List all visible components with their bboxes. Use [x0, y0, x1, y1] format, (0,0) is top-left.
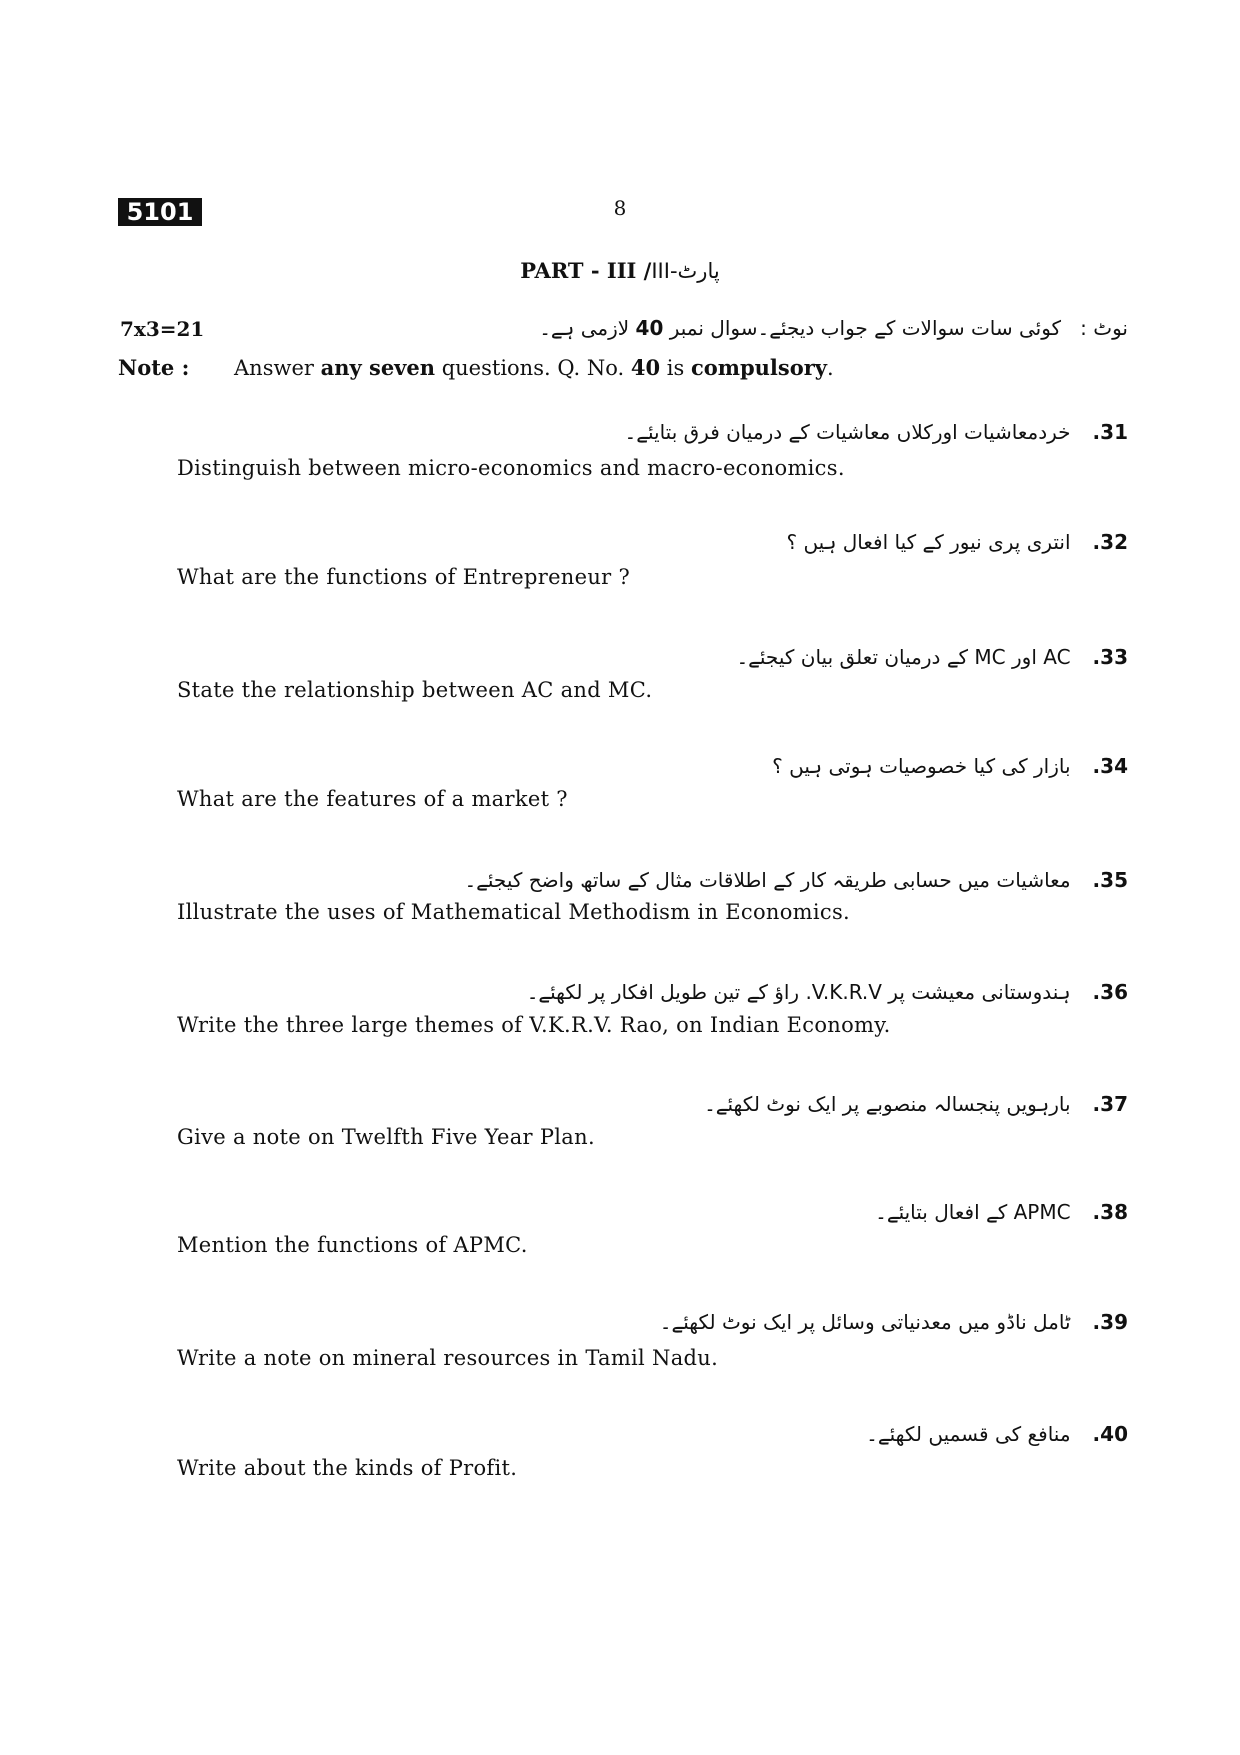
- question-urdu-line: [464, 868, 1128, 892]
- note-is: is: [666, 356, 685, 380]
- question-urdu-line: [772, 754, 1128, 778]
- page-number: 8: [613, 196, 627, 220]
- question-number: 35.: [1092, 868, 1128, 892]
- urdu-note: [539, 316, 1128, 340]
- question-english-text: Distinguish between micro-economics and macro-economics.: [177, 456, 845, 480]
- question-number: 40.: [1092, 1422, 1128, 1446]
- question-urdu-text: منافع کی قسمیں لکھئے۔: [866, 1422, 1071, 1446]
- urdu-note-text-1: کوئی سات سوالات کے جواب دیجئے۔سوال نمبر: [669, 316, 1062, 340]
- urdu-note-number: 40: [635, 316, 664, 340]
- question-urdu-text: بارہویں پنجسالہ منصوبے پر ایک نوٹ لکھئے۔: [704, 1092, 1071, 1116]
- question-urdu-line: [736, 645, 1128, 669]
- question-urdu-line: [866, 1422, 1128, 1446]
- question-urdu-line: [660, 1310, 1128, 1334]
- note-any-seven: any seven: [320, 355, 436, 380]
- question-urdu-text: ٹامل ناڈو میں معدنیاتی وسائل پر ایک نوٹ لکھئے۔: [659, 1310, 1071, 1334]
- question-number: 32.: [1092, 530, 1128, 554]
- note-middle: questions. Q. No.: [441, 356, 625, 380]
- question-english-text: Write about the kinds of Profit.: [177, 1456, 518, 1480]
- question-urdu-line: [704, 1092, 1128, 1116]
- question-urdu-line: [786, 530, 1128, 554]
- note-end: .: [827, 356, 834, 380]
- marks-scheme: 7x3=21: [120, 317, 205, 341]
- part-title: [0, 258, 1240, 283]
- question-urdu-text: انتری پری نیور کے کیا افعال ہیں ؟: [786, 530, 1071, 554]
- question-english-text: Write the three large themes of V.K.R.V. Rao, on Indian Economy.: [177, 1013, 891, 1037]
- question-english-text: Give a note on Twelfth Five Year Plan.: [177, 1125, 595, 1149]
- question-english-text: State the relationship between AC and MC.: [177, 678, 653, 702]
- english-note: [234, 355, 834, 380]
- part-title-urdu: III-پارٹ: [651, 259, 720, 283]
- urdu-note-text-2: لازمی ہے۔: [539, 316, 630, 340]
- question-urdu-text: معاشیات میں حسابی طریقہ کار کے اطلاقات مثال کے ساتھ واضح کیجئے۔: [464, 868, 1071, 892]
- question-urdu-text: ہندوستانی معیشت پر V.K.R.V. راؤ کے تین طویل افکار پر لکھئے۔: [526, 980, 1071, 1004]
- question-urdu-text: APMC کے افعال بتایئے۔: [875, 1200, 1071, 1224]
- question-number: 36.: [1092, 980, 1128, 1004]
- note-compulsory: compulsory: [690, 355, 828, 380]
- question-urdu-text: خردمعاشیات اورکلاں معاشیات کے درمیان فرق بتایئے۔: [624, 420, 1071, 444]
- question-english-text: Illustrate the uses of Mathematical Methodism in Economics.: [177, 900, 851, 924]
- question-number: 39.: [1092, 1310, 1128, 1334]
- question-english-text: Mention the functions of APMC.: [177, 1233, 528, 1257]
- note-label: Note :: [118, 355, 190, 380]
- question-urdu-text: AC اور MC کے درمیان تعلق بیان کیجئے۔: [736, 645, 1071, 669]
- question-english-text: What are the functions of Entrepreneur ?: [177, 565, 631, 589]
- question-urdu-line: [875, 1200, 1128, 1224]
- question-urdu-line: [625, 420, 1128, 444]
- question-urdu-line: [527, 980, 1128, 1004]
- question-number: 33.: [1092, 645, 1128, 669]
- question-number: 34.: [1092, 754, 1128, 778]
- note-question-number: 40: [630, 355, 661, 380]
- question-number: 31.: [1092, 420, 1128, 444]
- question-number: 37.: [1092, 1092, 1128, 1116]
- urdu-note-label: نوٹ :: [1080, 316, 1128, 340]
- question-english-text: Write a note on mineral resources in Tamil Nadu.: [177, 1346, 719, 1370]
- question-english-text: What are the features of a market ?: [177, 787, 568, 811]
- note-prefix: Answer: [234, 356, 314, 380]
- part-title-english: PART - III /: [520, 258, 652, 283]
- question-number: 38.: [1092, 1200, 1128, 1224]
- paper-code-badge: 5101: [118, 198, 202, 226]
- question-urdu-text: بازار کی کیا خصوصیات ہوتی ہیں ؟: [772, 754, 1071, 778]
